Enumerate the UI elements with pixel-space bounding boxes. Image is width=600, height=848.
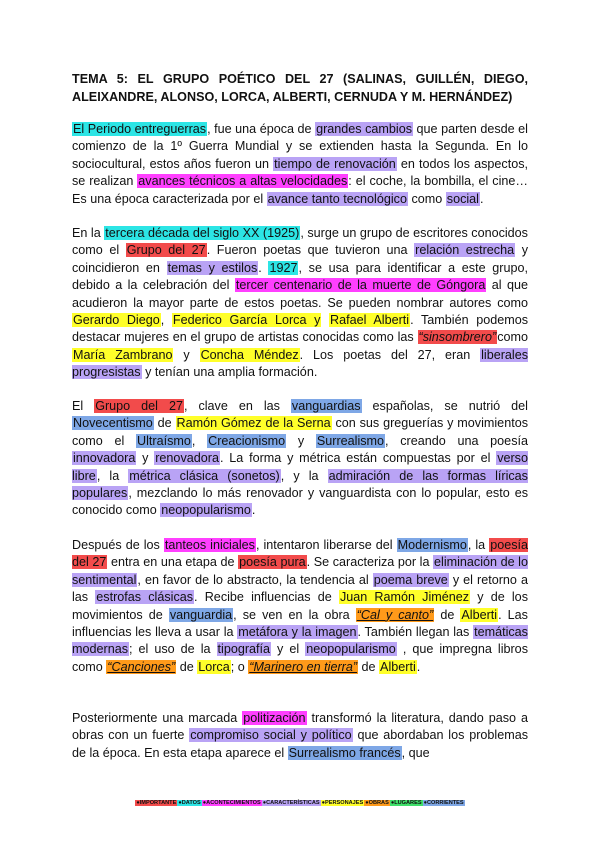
highlight-carac: compromiso social y político [190, 728, 352, 743]
text-run: , [191, 433, 208, 448]
highlight-carac: eliminación de lo sentimental [72, 555, 528, 587]
text-run: transformó la literatura, dando paso a obras con un fuerte [72, 711, 528, 743]
highlight-datos: tercera década del siglo XX (1925) [105, 226, 300, 240]
text-run: y el [271, 642, 306, 657]
highlight-carac: innovadora [73, 451, 136, 466]
highlight-aconte: tercer centenario de la muerte de Góngora [235, 278, 486, 293]
text-run: entra en una etapa de [107, 555, 239, 570]
highlight-carac: tipografía [217, 642, 271, 657]
text-run: como [407, 191, 446, 206]
highlight-carac: temas y estilos [167, 260, 258, 275]
text-run: . [416, 659, 421, 674]
text-run: : el coche, la bombilla, el cine… Es una época caracterizada por el [72, 174, 528, 206]
paragraph-grupo-del-27 [72, 225, 528, 382]
text-run: , [160, 313, 172, 328]
text-run: de [358, 659, 380, 674]
text-run: , en favor de lo abstracto, la tendencia al [137, 572, 373, 587]
text-run: de [153, 416, 176, 431]
highlight-person: Juan Ramón Jiménez [339, 590, 470, 605]
text-run: , intentaron liberarse del [255, 538, 397, 552]
text-run: ; o [230, 659, 249, 674]
highlight-corrientes: Modernismo [397, 538, 467, 552]
text-run: , que impregna libros como [72, 642, 528, 674]
legend-item-corrientes: ●CORRIENTES [423, 800, 464, 806]
highlight-person: Rafael Alberti [330, 313, 410, 328]
text-run: Posteriormente una marcada [72, 711, 243, 725]
highlight-carac: admiración de las formas líricas populares [72, 468, 528, 501]
text-run: . [251, 503, 256, 518]
highlight-carac: liberales progresistas [72, 347, 529, 380]
highlight-corrientes: Creacionismo [208, 433, 286, 448]
highlight-aconte: avances técnicos a altas velocidades [138, 174, 348, 189]
text-run: , se ven en la obra [233, 607, 356, 622]
text-run: , clave en las [183, 399, 291, 413]
highlight-important: Grupo del 27 [126, 243, 206, 258]
highlight-carac: verso libre [72, 451, 528, 483]
highlight-corrientes: Novecentismo [73, 416, 153, 431]
highlight-carac: tiempo de renovación [274, 156, 396, 171]
text-run: . [258, 260, 269, 275]
page-title: TEMA 5: EL GRUPO POÉTICO DEL 27 (SALINAS, GUILLÉN, DIEGO, ALEIXANDRE, ALONSO, LORCA, ALBERTI, CERNUDA Y M. HERNÁNDEZ) [72, 72, 528, 104]
highlight-aconte: politización [243, 711, 306, 725]
text-run: , que [401, 745, 430, 760]
highlight-carac: avance tanto tecnológico [267, 191, 407, 206]
text-run: como [497, 330, 528, 345]
paragraph-periodo-entreguerras [72, 121, 528, 208]
highlight-obras: “Cal y canto” [356, 607, 434, 622]
text-run: de [176, 659, 198, 674]
highlight-important: poesía pura [239, 555, 306, 570]
text-run: . Los poetas del 27, eran [299, 347, 481, 362]
text-run: . [479, 191, 484, 206]
text-run: y [286, 433, 316, 448]
highlight-carac: grandes cambios [316, 122, 413, 136]
text-run: y el retorno a las [72, 572, 528, 605]
text-run: , y la [280, 468, 328, 483]
highlight-corrientes: Ultraísmo [137, 433, 191, 448]
text-run: . Recibe influencias de [194, 590, 339, 605]
text-run: y [136, 451, 155, 466]
text-run: de [434, 607, 461, 622]
highlight-obras: “Canciones” [107, 659, 176, 674]
text-run: y tenían una amplia formación. [141, 365, 318, 380]
text-run [321, 313, 329, 327]
text-run: . Fueron poetas que tuvieron una [206, 243, 415, 258]
highlight-carac: neopopularismo [306, 642, 396, 657]
highlight-obras: “Marinero en tierra” [249, 659, 358, 674]
text-run: , la [467, 538, 490, 552]
text-run: . Se caracteriza por la [306, 555, 434, 570]
highlight-important: “sinsombrero” [418, 330, 497, 345]
highlight-person: Ramón Gómez de la Serna [176, 416, 331, 431]
highlight-carac: renovadora [155, 451, 219, 466]
text-run: , fue una época de [207, 122, 316, 136]
legend-item-lugares: ●LUGARES [390, 800, 422, 806]
highlight-carac: temáticas modernas [72, 625, 528, 657]
paragraph-vanguardias [72, 398, 528, 520]
text-run: al que acudieron la mayor parte de estos poetas. Se pueden nombrar autores como [72, 278, 529, 310]
highlight-important: Grupo del 27 [95, 399, 183, 413]
text-run: , se usa para identificar a este grupo, debido a la celebración del [72, 260, 528, 293]
highlight-person: Federico García Lorca y [172, 313, 321, 328]
highlight-carac: estrofas clásicas [96, 590, 194, 605]
highlight-important: poesía del 27 [72, 538, 528, 570]
text-run: y de los movimientos de [72, 590, 528, 622]
color-legend [0, 799, 600, 807]
text-run: . También podemos destacar mujeres en el grupo de artistas conocidas como las [72, 313, 529, 345]
highlight-person: Alberti [461, 607, 498, 622]
highlight-corrientes: Surrealismo francés [288, 745, 401, 760]
highlight-corrientes: vanguardia [169, 607, 233, 622]
text-run: En la [72, 226, 105, 240]
text-run: y [173, 347, 200, 362]
highlight-corrientes: vanguardias [291, 399, 361, 413]
highlight-carac: social [446, 191, 479, 206]
legend-item-important: ●IMPORTANTE [136, 800, 177, 806]
text-run: . También llegan las [357, 625, 474, 640]
highlight-carac: neopopularismo [161, 503, 251, 518]
highlight-aconte: tanteos iniciales [164, 538, 255, 552]
text-run: , la [96, 468, 129, 483]
text-run: que abordaban los problemas de la época. En esta etapa aparece el [72, 728, 529, 760]
text-run: ; el uso de la [129, 642, 217, 657]
highlight-carac: relación estrecha [415, 243, 515, 258]
text-run: que parten desde el comienzo de la 1º Guerra Mundial y se extienden hasta la Segunda. En lo sociocultural, estos años fueron un [72, 122, 528, 171]
legend-item-aconte: ●ACONTECIMIENTOS [202, 800, 261, 806]
paragraph-poesia-pura [72, 537, 528, 676]
highlight-person: María Zambrano [73, 347, 173, 362]
highlight-person: Concha Méndez [200, 347, 299, 362]
paragraph-politizacion [72, 710, 528, 762]
highlight-person: Gerardo Diego [73, 313, 160, 328]
legend-item-datos: ●DATOS [178, 800, 201, 806]
text-run: con sus greguerías y movimientos como el [72, 416, 528, 448]
highlight-carac: poema breve [373, 572, 448, 587]
text-run: Después de los [72, 538, 164, 552]
highlight-datos: El Periodo entreguerras [73, 122, 207, 136]
highlight-carac: métrica clásica (sonetos) [129, 468, 280, 483]
text-run: , creando una poesía [385, 433, 528, 448]
highlight-carac: metáfora y la imagen [238, 625, 357, 640]
text-run: españolas, se nutrió del [361, 399, 528, 413]
text-run: . La forma y métrica están compuestas por el [219, 451, 497, 466]
text-run: . Las influencias les lleva a usar la [72, 607, 528, 640]
text-run: en todos los aspectos, se realizan [72, 156, 528, 189]
highlight-datos: 1927 [269, 260, 298, 275]
highlight-corrientes: Surrealismo [316, 433, 385, 448]
text-run: y coincidieron en [72, 243, 528, 275]
legend-item-person: ●PERSONAJES [321, 800, 364, 806]
highlight-person: Lorca [198, 659, 230, 674]
legend-item-carac: ●CARACTERÍSTICAS [262, 800, 320, 806]
legend-item-obras: ●OBRAS [365, 800, 389, 806]
text-run: El [72, 399, 95, 413]
text-run: , surge un grupo de escritores conocidos como el [72, 226, 528, 258]
text-run: , mezclando lo más renovador y vanguardista con lo popular, esto es conocido como [72, 486, 528, 518]
highlight-person: Alberti [380, 659, 416, 674]
